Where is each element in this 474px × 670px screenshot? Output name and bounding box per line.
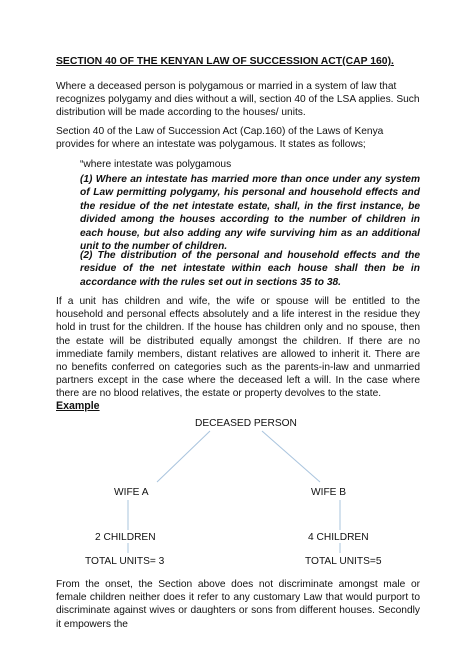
- connector-root-wife-b: [262, 431, 320, 482]
- node-children-b: 4 CHILDREN: [308, 532, 369, 543]
- quote-clause-2: (2) The distribution of the personal and household effects and the residue of the net intestate within each house shall then be in accordance with the rules set out in sections 35 to 38.: [80, 250, 420, 288]
- node-wife-a: WIFE A: [114, 487, 149, 498]
- section40-paragraph: Section 40 of the Law of Succession Act (Cap.160) of the Laws of Kenya provides for where an intestate was polygamous. It states as follows;: [56, 126, 384, 151]
- closing-paragraph: From the onset, the Section above does not discriminate amongst male or female children neither does it refer to any customary Law that would purport to discriminate against wives or daughters or sons from different houses. Secondly it empowers the: [56, 579, 420, 630]
- node-deceased-person: DECEASED PERSON: [195, 418, 297, 429]
- intro-paragraph: Where a deceased person is polygamous or married in a system of law that recognizes polygamy and dies without a will, section 40 of the LSA applies. Such distribution will be made according to the houses/ units.: [56, 81, 420, 119]
- example-title: Example: [56, 400, 100, 412]
- node-units-a: TOTAL UNITS= 3: [85, 556, 165, 567]
- node-wife-b: WIFE B: [311, 487, 347, 498]
- connector-root-wife-a: [157, 431, 210, 482]
- quote-clause-1: (1) Where an intestate has married more than once under any system of Law permitting polygamy, his personal and household effects and the residue of the net intestate estate, shall, in the first instance, be divided among the houses according to the number of children in each house, but also adding any wife surviving him as an additional unit to the number of children.: [80, 174, 420, 253]
- quote-intro: “where intestate was polygamous: [80, 159, 232, 170]
- distribution-paragraph: If a unit has children and wife, the wife or spouse will be entitled to the household and personal effects absolutely and a life interest in the residue they hold in trust for the children. If the house has children only and no spouse, then the estate will be distributed equally amongst the children. If there are no immediate family members, distant relatives are allowed to inherit it. There are no benefits conferred on categories such as the parents-in-law and unmarried partners except in the case where the deceased left a will. In the case where there are no blood relatives, the estate or property devolves to the state.: [56, 296, 420, 400]
- section-heading: SECTION 40 OF THE KENYAN LAW OF SUCCESSION ACT(CAP 160).: [56, 56, 394, 67]
- node-units-b: TOTAL UNITS=5: [305, 556, 382, 567]
- node-children-a: 2 CHILDREN: [95, 532, 156, 543]
